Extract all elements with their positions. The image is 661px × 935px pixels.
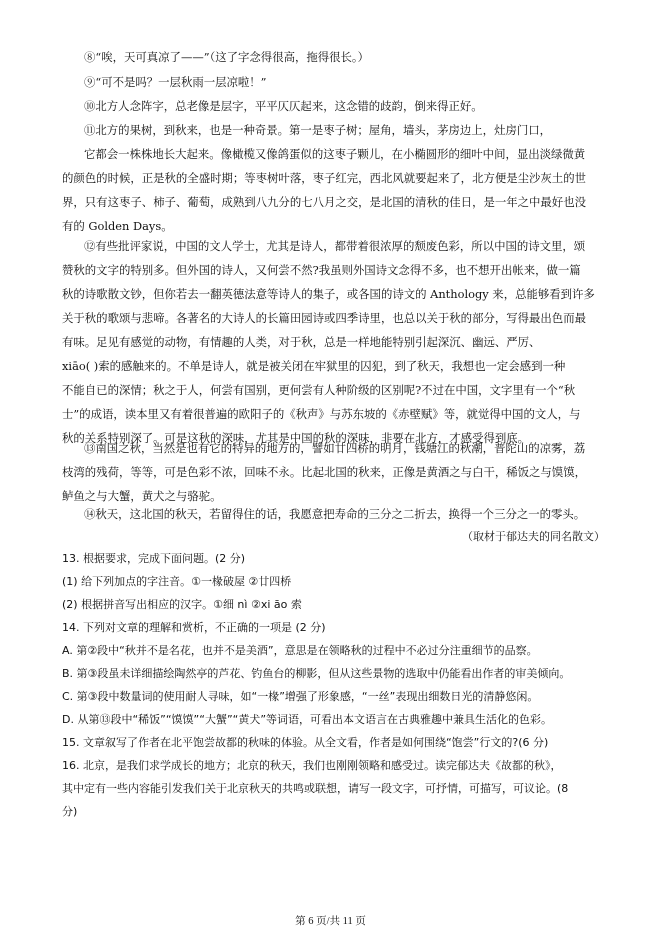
paragraph-line: xiāo( )索的感触来的。不单是诗人，就是被关闭在牢狱里的囚犯，到了秋天，我想也一定会感到一种: [62, 359, 566, 373]
question-16-line: 其中定有一些内容能引发我们关于北京秋天的共鸣或联想，请写一段文字，可抒情，可描写，可议论。(8: [62, 782, 569, 795]
paragraph-line: 关于秋的歌颂与悲啼。各著名的大诗人的长篇田园诗或四季诗里，也总以关于秋的部分，写得最出色而最: [62, 311, 586, 325]
paragraph-line: 界，只有这枣子、柿子、葡萄，成熟到八九分的七八月之交，是北国的清秋的佳日，是一年之中最好也没: [62, 195, 586, 209]
question-13: 13. 根据要求，完成下面问题。(2 分): [62, 552, 246, 565]
question-16-line: 16. 北京，是我们求学成长的地方；北京的秋天，我们也刚刚领略和感受过。读完郁达夫《故都的秋》，: [62, 759, 562, 772]
question-14-option-d: D. 从第⑬段中“稀饭”“馍馍”“大蟹”“黄犬”等词语，可看出本文语言在古典雅趣中兼具生活化的色彩。: [62, 713, 553, 726]
passage-paragraph-9: [62, 70, 602, 94]
paragraph-line: 秋的诗歌散文钞，但你若去一翻英德法意等诗人的集子，或各国的诗文的 Anthology 来，总能够看到许多: [62, 287, 595, 301]
question-15: 15. 文章叙写了作者在北平饱尝故都的秋味的体验。从全文看，作者是如何围绕“饱尝”行文的?(6 分): [62, 736, 549, 749]
question-16-line: 分): [62, 805, 78, 818]
paragraph-line: 的颜色的时候，正是秋的全盛时期；等枣树叶落，枣子红完，西北风就要起来了，北方便是尘沙灰土的世: [62, 171, 586, 185]
paragraph-line: 鲈鱼之与大蟹，黄犬之与骆驼。: [62, 489, 222, 503]
paragraph-line: ⑩北方人念阵字，总老像是层字，平平仄仄起来，这念错的歧韵，倒来得正好。: [84, 99, 483, 113]
paragraph-line: ⑨“可不是吗？一层秋雨一层凉啦！”: [84, 75, 267, 89]
passage-paragraph-10: [62, 94, 602, 118]
passage-paragraph-8: [62, 45, 602, 69]
passage-paragraph-14: [62, 502, 602, 526]
paragraph-line: 秋的关系特别深了。可是这秋的深味，尤其是中国的秋的深味，非要在北方，才感受得到底。: [62, 431, 530, 445]
paragraph-line: 赞秋的文字的特别多。但外国的诗人，又何尝不然?我虽则外国诗文念得不多，也不想开出帐来，做一篇: [62, 263, 581, 277]
page-number: 第 6 页/共 11 页: [295, 916, 366, 927]
question-14: 14. 下列对文章的理解和赏析，不正确的一项是 (2 分): [62, 621, 326, 634]
paragraph-line: ⑬南国之秋，当然是也有它的特异的地方的，譬如廿四桥的明月，钱塘江的秋潮，普陀山的凉雾，荔: [84, 441, 586, 455]
question-13-part-1: (1) 给下列加点的字注音。①一椽破屋 ②廿四桥: [62, 575, 292, 588]
paragraph-line: ⑫有些批评家说，中国的文人学士，尤其是诗人，都带着很浓厚的颓废色彩，所以中国的诗文里，颂: [84, 239, 586, 253]
question-13-part-2: (2) 根据拼音写出相应的汉字。①细 nì ②xi āo 索: [62, 598, 302, 611]
passage-paragraph-12: [62, 234, 602, 450]
question-14-option-a: A. 第②段中“秋并不是名花，也并不是美酒”，意思是在领略秋的过程中不必过分注重细节的品察。: [62, 644, 538, 657]
paragraph-line: 有的 Golden Days。: [62, 219, 173, 233]
passage-paragraph-13: [62, 436, 602, 508]
paragraph-line: 有味。足见有感觉的动物，有情趣的人类，对于秋，总是一样地能特别引起深沉、幽远、严厉、: [62, 335, 541, 349]
paragraph-line: 枝湾的残荷，等等，可是色彩不浓，回味不永。比起北国的秋来，正像是黄酒之与白干，稀饭之与馍馍，: [62, 465, 586, 479]
paragraph-line: 它都会一株株地长大起来。像橄榄又像鸽蛋似的这枣子颗儿，在小椭圆形的细叶中间，显出淡绿微黄: [84, 147, 586, 161]
question-14-option-b: B. 第③段虽未详细描绘陶然亭的芦花、钓鱼台的柳影，但从这些景物的选取中仍能看出作者的审美倾向。: [62, 667, 571, 680]
paragraph-line: 不能自已的深情；秋之于人，何尝有国别，更何尝有人种阶级的区别呢?不过在中国，文字里有一个“秋: [62, 383, 576, 397]
paragraph-line: 士”的成语，读本里又有着很普遍的欧阳子的《秋声》与苏东坡的《赤壁赋》等，就觉得中国的文人，与: [62, 407, 581, 421]
paragraph-line: ⑪北方的果树，到秋来，也是一种奇景。第一是枣子树；屋角，墙头，茅房边上，灶房门口，: [84, 123, 552, 137]
paragraph-line: ⑧“唉，天可真凉了——”（这了字念得很高，拖得很长。）: [84, 50, 370, 64]
question-14-option-c: C. 第③段中数量词的使用耐人寻味，如“一椽”增强了形象感，“一丝”表现出细数日光的清静悠闲。: [62, 690, 539, 703]
passage-paragraph-11: [62, 118, 602, 238]
passage-source: （取材于郁达夫的同名散文）: [462, 530, 605, 543]
paragraph-line: ⑭秋天，这北国的秋天，若留得住的话，我愿意把寿命的三分之二折去，换得一个三分之一的零头。: [84, 507, 586, 521]
